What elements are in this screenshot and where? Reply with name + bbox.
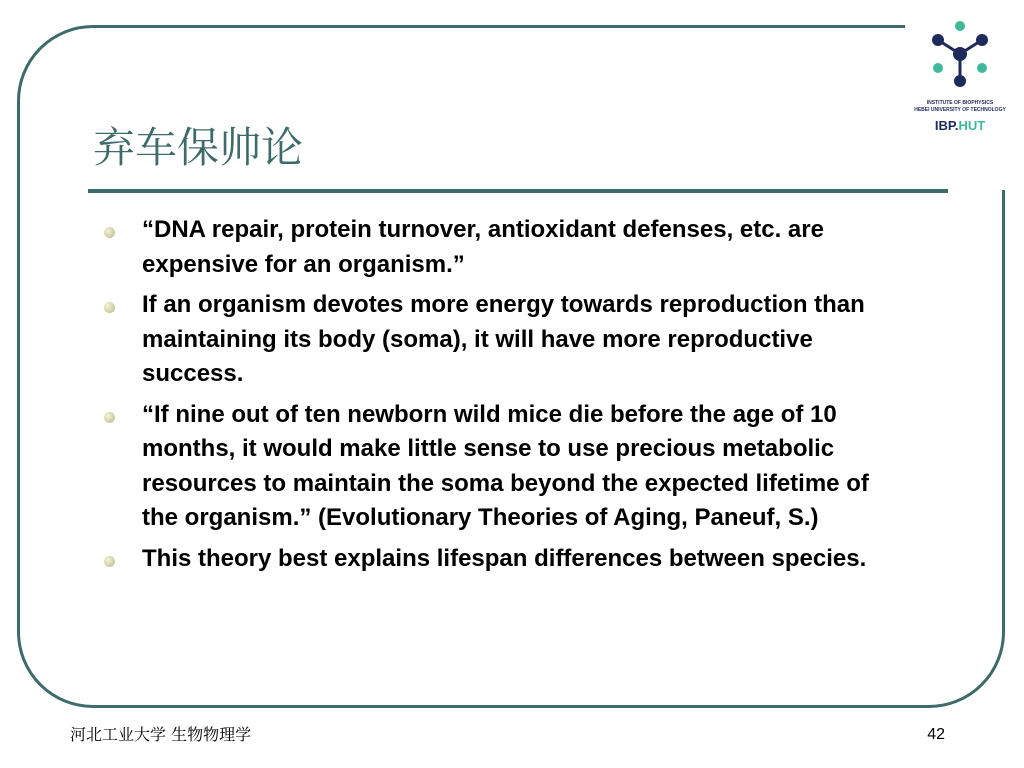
logo-institute-name: INSTITUTE OF BIOPHYSICS: [926, 100, 994, 106]
logo-brand: [910, 118, 1010, 133]
logo-university-name: HEBEI UNIVERSITY OF TECHNOLOGY: [914, 107, 1006, 113]
footer-organization: 河北工业大学 生物物理学: [70, 725, 252, 744]
page-number: 42: [927, 726, 945, 743]
bullet-icon: [104, 412, 115, 423]
title-divider: [88, 189, 948, 193]
institute-logo: [910, 18, 1010, 138]
bullet-item: [100, 288, 900, 392]
bullet-text: “If nine out of ten newborn wild mice die before the age of 10 months, it would make little sense to use precious metabolic resources to maintain the soma beyond the expected lifetime of the organism.” (Evolutionary Theories of Aging, Paneuf, S.): [142, 400, 869, 531]
bullet-icon: [104, 556, 115, 567]
bullet-item: [100, 542, 900, 577]
bullet-list: [100, 213, 900, 582]
molecule-icon: [922, 18, 998, 94]
slide-title: 弃车保帅论: [93, 123, 304, 172]
bullet-text: If an organism devotes more energy towards reproduction than maintaining its body (soma), it will have more reproductive success.: [142, 291, 865, 387]
bullet-text: “DNA repair, protein turnover, antioxidant defenses, etc. are expensive for an organism.”: [142, 216, 824, 278]
bullet-text: This theory best explains lifespan differences between species.: [142, 544, 867, 572]
bullet-item: [100, 398, 900, 536]
logo-brand-part2: HUT: [958, 118, 986, 133]
bullet-icon: [104, 227, 115, 238]
logo-brand-part1: IBP.: [934, 118, 959, 133]
bullet-item: [100, 213, 900, 282]
bullet-icon: [104, 302, 115, 313]
